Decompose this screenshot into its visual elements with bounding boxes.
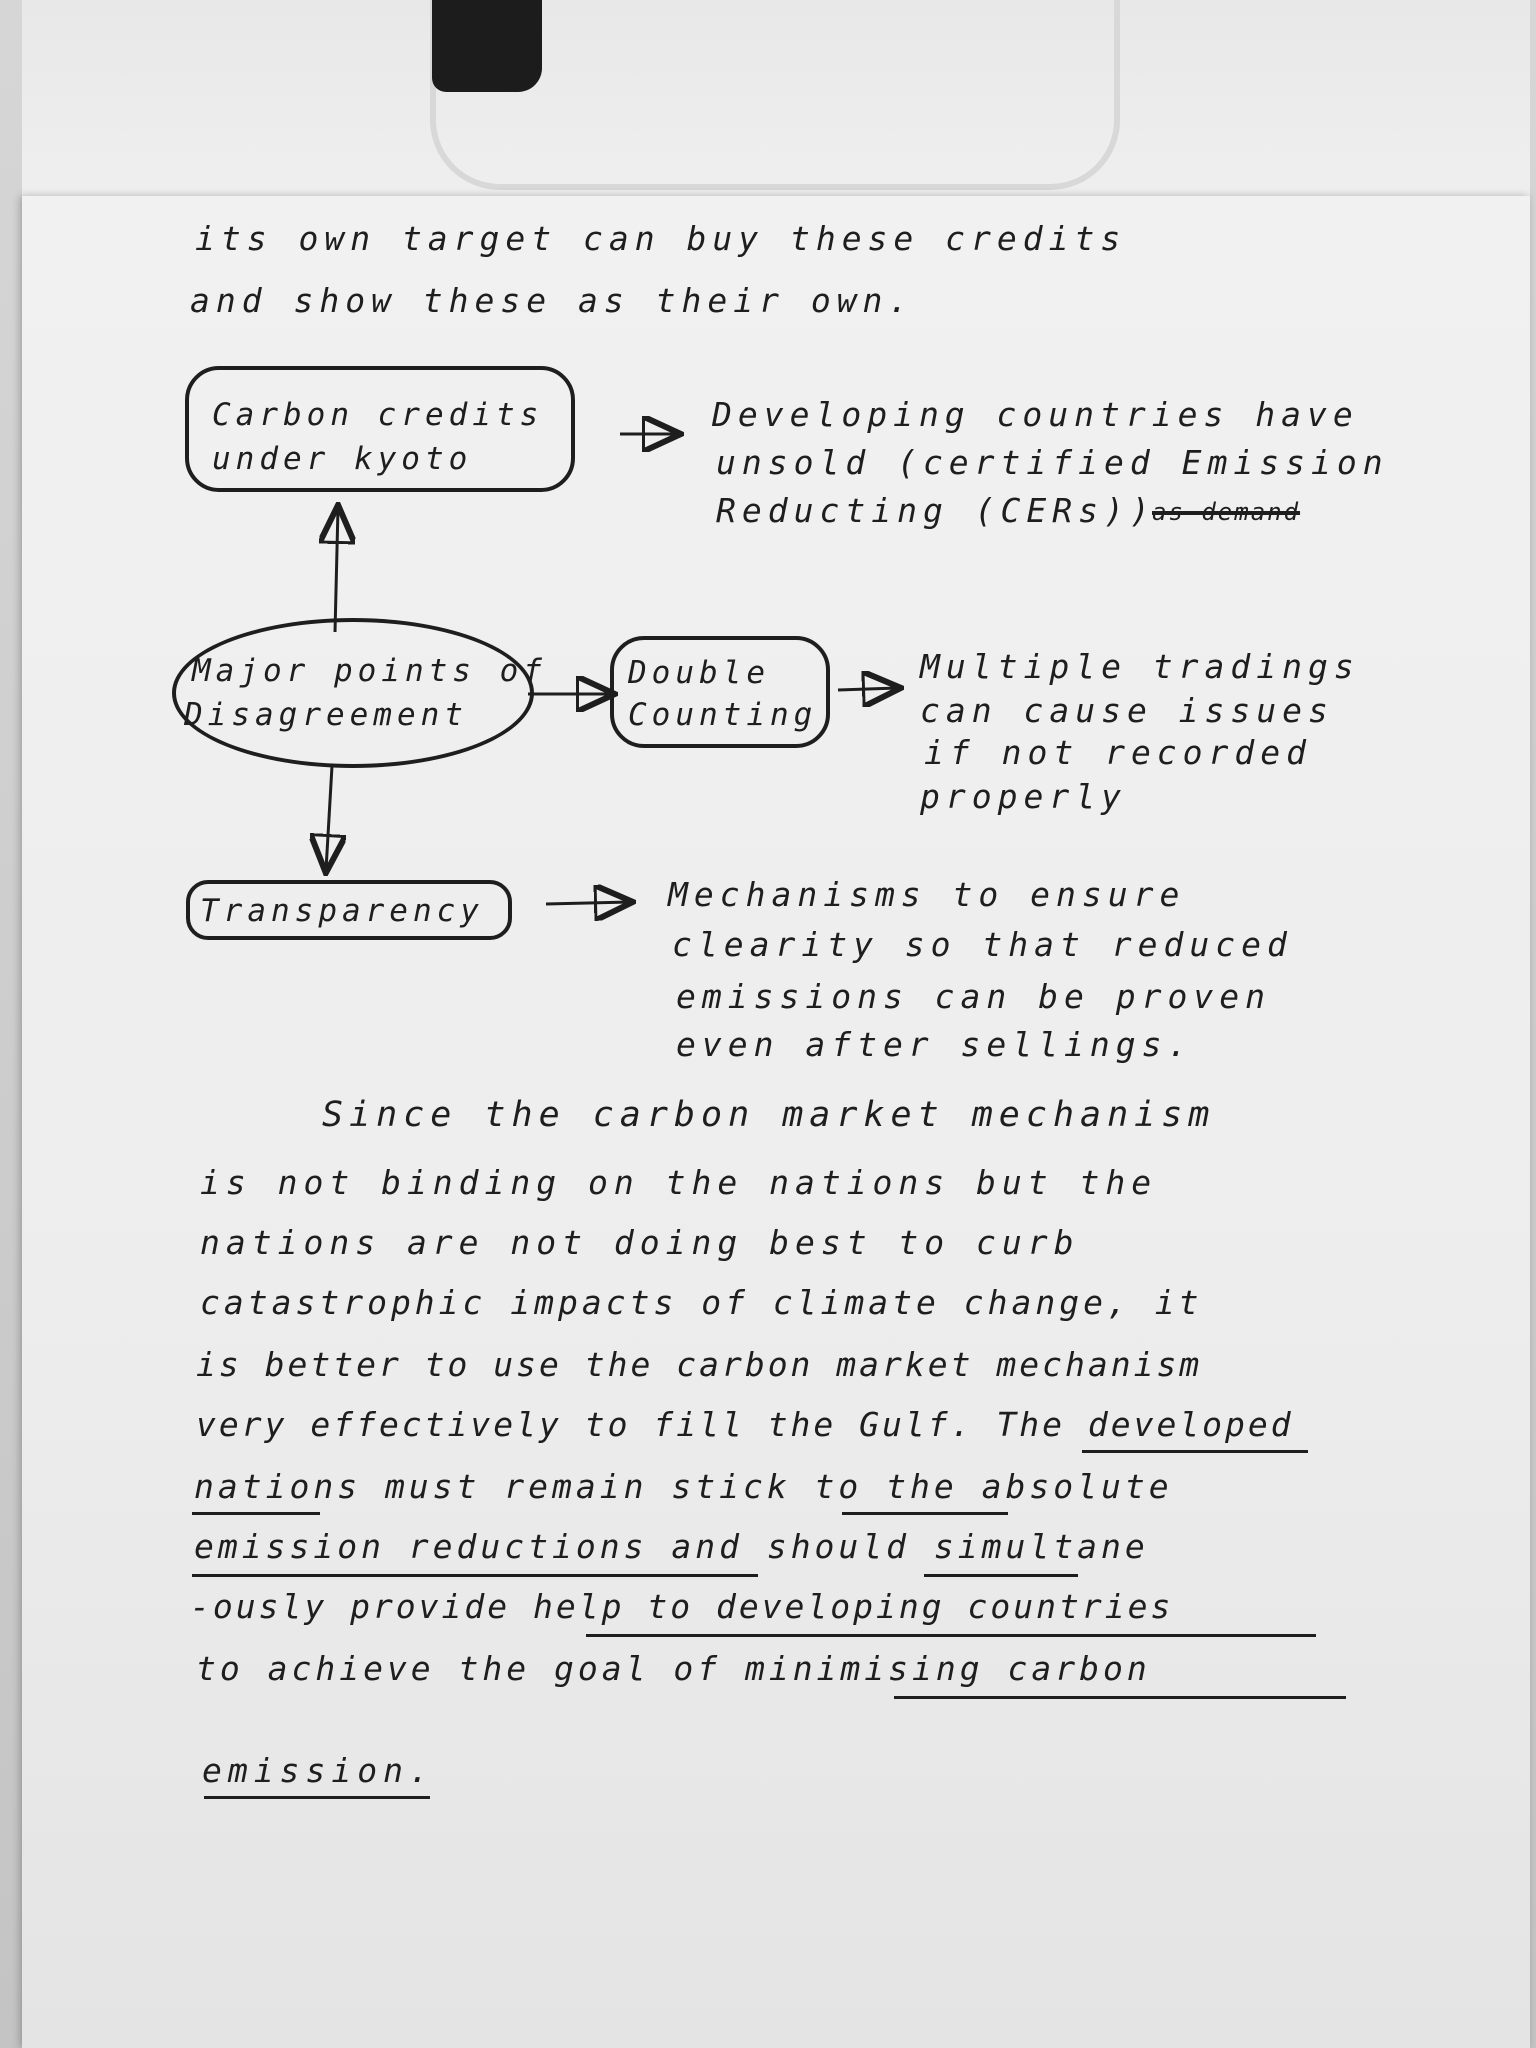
double-counting-label-2: Counting <box>628 697 818 733</box>
double-note-line-1: Multiple tradings <box>920 647 1360 686</box>
transparency-note-line-2: clearity so that reduced <box>672 925 1293 964</box>
transparency-note-line-4: even after sellings. <box>676 1025 1194 1064</box>
double-note-line-4: properly <box>920 777 1127 816</box>
transparency-note-line-3: emissions can be proven <box>676 977 1271 1016</box>
carbon-credits-label-2: under kyoto <box>212 441 473 477</box>
major-points-label-1: Major points of <box>192 653 547 689</box>
underline-developed <box>1082 1450 1308 1453</box>
paragraph-line: -ously provide help to developing countries <box>190 1587 1174 1626</box>
carbon-note-line-3: Reducting (CERs)) <box>716 491 1156 530</box>
double-note-line-2: can cause issues <box>920 691 1334 730</box>
paragraph-line: Since the carbon market mechanism <box>322 1095 1216 1135</box>
clip-knob <box>432 0 542 92</box>
intro-line-2: and show these as their own. <box>190 281 915 320</box>
paragraph-line: catastrophic impacts of climate change, it <box>200 1283 1203 1322</box>
transparency-note-line-1: Mechanisms to ensure <box>668 875 1186 914</box>
double-counting-label-1: Double <box>628 655 770 691</box>
carbon-credits-label-1: Carbon credits <box>212 397 544 433</box>
carbon-note-line-2: unsold (certified Emission <box>716 443 1389 482</box>
intro-line-1: its own target can buy these credits <box>195 219 1127 258</box>
major-points-label-2: Disagreement <box>184 697 468 733</box>
paragraph-line: nations are not doing best to curb <box>200 1223 1080 1262</box>
underline-emission <box>204 1796 430 1799</box>
underline-minimising <box>894 1696 1346 1699</box>
underline-help-developing <box>586 1634 1316 1637</box>
paragraph-line: emission reductions and should simultane <box>194 1527 1149 1566</box>
carbon-note-crossed-out: as demand <box>1152 498 1301 526</box>
underline-should <box>924 1574 1078 1577</box>
carbon-note-line-1: Developing countries have <box>712 395 1359 434</box>
paragraph-line: is not binding on the nations but the <box>200 1163 1158 1202</box>
paragraph-line: to achieve the goal of minimising carbon <box>196 1649 1151 1688</box>
paragraph-line: is better to use the carbon market mechanism <box>196 1345 1203 1384</box>
underline-nations <box>192 1512 320 1515</box>
paragraph-line: very effectively to fill the Gulf. The developed <box>196 1405 1294 1444</box>
major-points-ellipse <box>172 618 534 768</box>
double-note-line-3: if not recorded <box>924 733 1313 772</box>
paragraph-line: emission. <box>202 1751 435 1790</box>
underline-emission-reductions <box>192 1574 758 1577</box>
transparency-label: Transparency <box>200 893 484 929</box>
underline-stick-to <box>842 1512 1008 1515</box>
paragraph-line: nations must remain stick to the absolute <box>194 1467 1173 1506</box>
